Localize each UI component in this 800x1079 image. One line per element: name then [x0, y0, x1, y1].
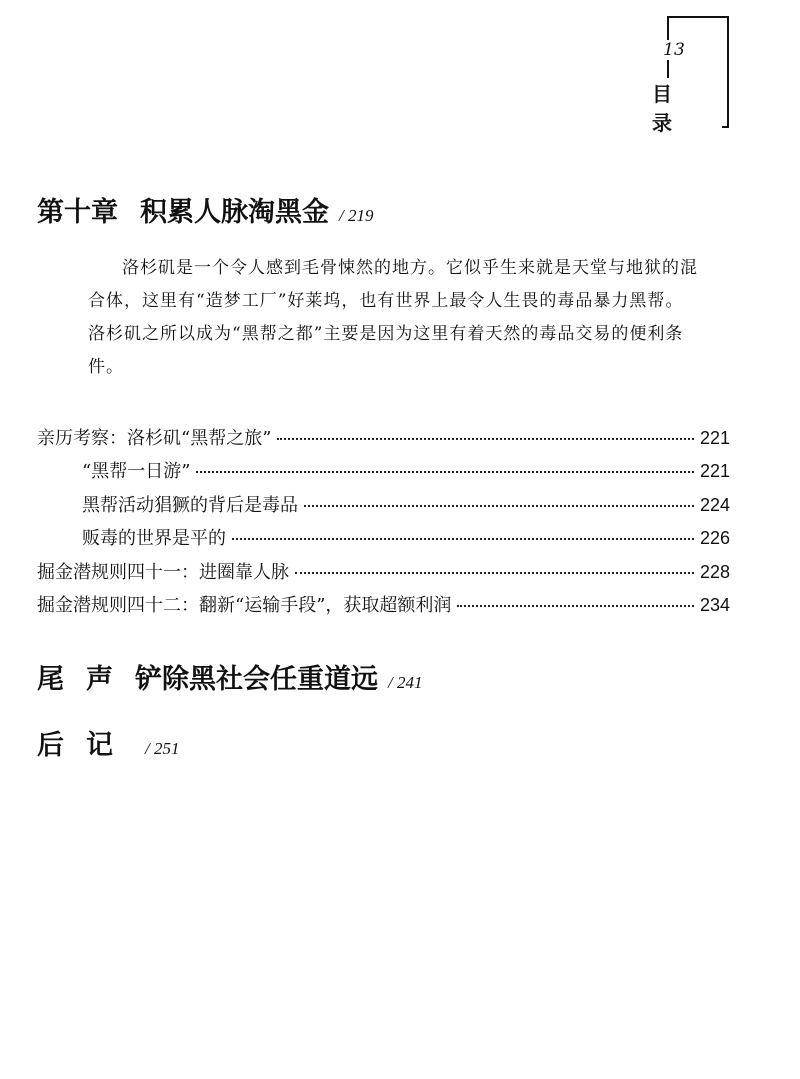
- toc-leader-dots: [196, 471, 694, 473]
- closing-label: 尾声: [37, 664, 135, 695]
- chapter-summary: 洛杉矶是一个令人感到毛骨悚然的地方。它似乎生来就是天堂与地狱的混合体，这里有“造梦工厂”好莱坞，也有世界上最令人生畏的毒品暴力黑帮。洛杉矶之所以成为“黑帮之都”主要是因为这里有着天然的毒品交易的便利条件。: [88, 258, 698, 377]
- toc-entry-title: 掘金潜规则四十一：进圈靠人脉: [37, 561, 289, 583]
- toc-entry-title: 亲历考察：洛杉矶“黑帮之旅”: [37, 428, 272, 449]
- toc-entry-page: 221: [699, 428, 730, 448]
- toc-list: [37, 424, 730, 624]
- afterword-label: 后记: [37, 730, 135, 761]
- section-label: 目 录: [648, 78, 722, 136]
- toc-entry-page: 226: [699, 528, 730, 549]
- toc-entry-title: 贩毒的世界是平的: [82, 528, 226, 550]
- toc-leader-dots: [304, 505, 694, 507]
- toc-leader-dots: [457, 605, 694, 607]
- toc-leader-dots: [232, 538, 694, 540]
- toc-leader-dots: [295, 572, 694, 574]
- toc-leader-dots: [277, 438, 694, 440]
- chapter-heading: [37, 190, 373, 229]
- toc-entry-title: “黑帮一日游”: [82, 461, 191, 483]
- toc-entry-page: 234: [699, 594, 730, 615]
- closing-page-ref: / 241: [388, 673, 423, 692]
- toc-entry[interactable]: [37, 491, 730, 524]
- closing-heading: [37, 657, 422, 696]
- toc-entry-page: 224: [699, 494, 730, 515]
- toc-entry[interactable]: [37, 591, 730, 624]
- toc-entry[interactable]: [37, 558, 730, 591]
- afterword-page-ref: / 251: [145, 739, 180, 758]
- chapter-label: 第十章: [37, 197, 118, 228]
- toc-entry-title: 黑帮活动猖獗的背后是毒品: [82, 494, 298, 516]
- toc-entry[interactable]: [37, 424, 730, 457]
- toc-entry[interactable]: [37, 524, 730, 557]
- toc-entry-title: 掘金潜规则四十二：翻新“运输手段”，获取超额利润: [37, 594, 452, 616]
- page-number: 13: [656, 40, 692, 60]
- toc-entry-page: 221: [699, 461, 730, 482]
- afterword-heading: [37, 723, 179, 762]
- chapter-page-ref: / 219: [339, 206, 374, 225]
- closing-title: 铲除黑社会任重道远: [135, 664, 378, 695]
- toc-entry[interactable]: [37, 457, 730, 490]
- chapter-title: 积累人脉淘黑金: [140, 197, 329, 228]
- toc-entry-page: 228: [699, 561, 730, 582]
